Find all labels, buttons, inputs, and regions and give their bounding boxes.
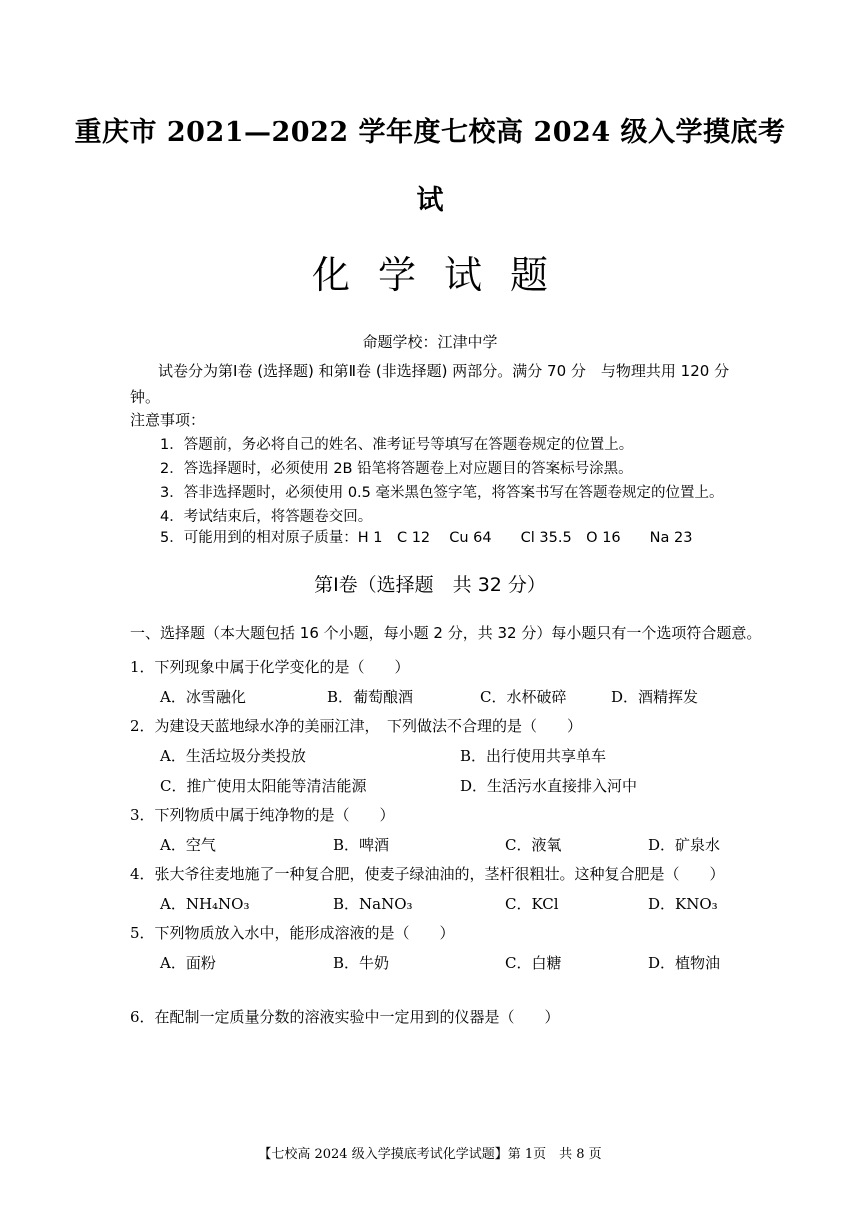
question-option: C．白糖	[505, 954, 562, 972]
question-option: A．面粉	[160, 954, 216, 972]
question-option: C．推广使用太阳能等清洁能源	[160, 777, 367, 795]
question-option: A．冰雪融化	[160, 688, 246, 706]
question-option: D．KNO₃	[648, 895, 718, 913]
question-stem: 5．下列物质放入水中，能形成溶液的是（ ）	[130, 924, 455, 942]
question-option: B．NaNO₃	[333, 895, 413, 913]
notes-heading: 注意事项：	[130, 411, 206, 429]
question-stem: 6．在配制一定质量分数的溶液实验中一定用到的仪器是（ ）	[130, 1008, 560, 1026]
question-option: D．植物油	[648, 954, 721, 972]
question-option: A．NH₄NO₃	[160, 895, 250, 913]
question-option: B．葡萄酿酒	[327, 688, 414, 706]
note-item: 4．考试结束后，将答题卷交回。	[160, 509, 373, 525]
question-option: B．啤酒	[333, 836, 390, 854]
part-heading: 一、选择题（本大题包括 16 个小题，每小题 2 分，共 32 分）每小题只有一个选项符合题意。	[130, 624, 762, 642]
note-item: 2．答选择题时，必须使用 2B 铅笔将答题卷上对应题目的答案标号涂黑。	[160, 461, 633, 477]
question-option: A．生活垃圾分类投放	[160, 747, 306, 765]
setter-school: 命题学校：江津中学	[362, 333, 498, 351]
exam-title-line2: 试	[416, 185, 444, 216]
note-item: 5．可能用到的相对原子质量：H 1 C 12 Cu 64 Cl 35.5 O 16 Na 23	[160, 530, 693, 546]
question-option: C．水杯破碎	[480, 688, 567, 706]
note-item: 3．答非选择题时，必须使用 0.5 毫米黑色签字笔，将答案书写在答题卷规定的位置上。	[160, 485, 724, 501]
question-option: B．出行使用共享单车	[460, 747, 607, 765]
page-footer: 【七校高 2024 级入学摸底考试化学试题】第 1页 共 8 页	[258, 1147, 602, 1162]
subject-title: 化学试题	[311, 253, 576, 297]
question-stem: 1．下列现象中属于化学变化的是（ ）	[130, 658, 410, 676]
exam-title-line1: 重庆市 2021—2022 学年度七校高 2024 级入学摸底考	[74, 117, 786, 148]
question-option: A．空气	[160, 836, 216, 854]
question-option: C．KCl	[505, 895, 559, 913]
question-stem: 2．为建设天蓝地绿水净的美丽江津， 下列做法不合理的是（ ）	[130, 717, 583, 735]
question-option: C．液氧	[505, 836, 562, 854]
question-option: D．生活污水直接排入河中	[460, 777, 638, 795]
section-title: 第Ⅰ卷（选择题 共 32 分）	[314, 574, 546, 596]
question-stem: 3．下列物质中属于纯净物的是（ ）	[130, 806, 395, 824]
exam-intro: 试卷分为第Ⅰ卷 (选择题) 和第Ⅱ卷 (非选择题) 两部分。满分 70 分 与物理共用 120 分钟。	[130, 362, 730, 406]
question-option: D．酒精挥发	[611, 688, 699, 706]
note-item: 1．答题前，务必将自己的姓名、准考证号等填写在答题卷规定的位置上。	[160, 437, 634, 453]
question-option: B．牛奶	[333, 954, 390, 972]
question-stem: 4．张大爷往麦地施了一种复合肥，使麦子绿油油的，茎杆很粗壮。这种复合肥是（ ）	[130, 865, 725, 883]
question-option: D．矿泉水	[648, 836, 721, 854]
